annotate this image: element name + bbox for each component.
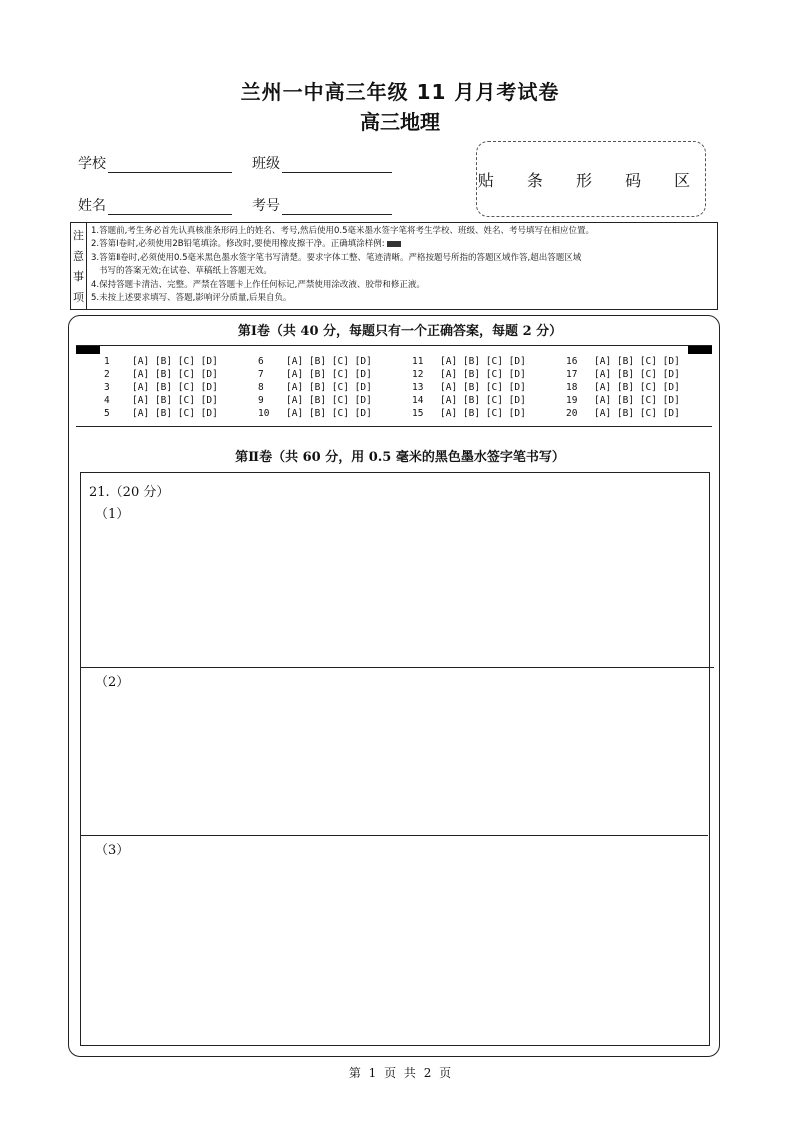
question-number: 5 (104, 408, 110, 419)
notice-item: 书写的答案无效;在试卷、草稿纸上答题无效。 (99, 266, 272, 277)
question-number: 3 (104, 382, 110, 393)
answer-options[interactable]: [A] [B] [C] [D] (594, 408, 680, 419)
name-label: 姓名 (78, 198, 106, 214)
answer-row (76, 356, 712, 369)
section2-title: 第Ⅱ卷（共 60 分，用 0.5 毫米的黑色墨水签字笔书写） (235, 450, 565, 465)
answer-options[interactable]: [A] [B] [C] [D] (286, 356, 372, 367)
name-line (108, 198, 232, 215)
notice-item: 2.答第Ⅰ卷时,必须使用2B铅笔填涂。修改时,要使用橡皮擦干净。正确填涂样例: (91, 238, 713, 251)
part-divider (80, 835, 708, 836)
class-line (282, 156, 392, 173)
page-footer: 第 1 页 共 2 页 (348, 1066, 452, 1080)
answer-options[interactable]: [A] [B] [C] [D] (594, 382, 680, 393)
part-3-label: （3） (95, 843, 130, 858)
class-field[interactable] (252, 153, 392, 173)
answer-options[interactable]: [A] [B] [C] [D] (594, 395, 680, 406)
school-label: 学校 (78, 156, 106, 172)
answer-options[interactable]: [A] [B] [C] [D] (286, 395, 372, 406)
answer-row (76, 382, 712, 395)
answer-options[interactable]: [A] [B] [C] [D] (132, 408, 218, 419)
question-21-box[interactable] (80, 472, 710, 1046)
question-number: 1 (104, 356, 110, 367)
answer-options[interactable]: [A] [B] [C] [D] (132, 395, 218, 406)
answer-grid (76, 345, 712, 427)
exam-no-field[interactable] (252, 195, 392, 215)
school-field[interactable] (78, 153, 232, 173)
class-label: 班级 (252, 156, 280, 172)
question-number: 2 (104, 369, 110, 380)
answer-options[interactable]: [A] [B] [C] [D] (132, 369, 218, 380)
notice-list (91, 225, 713, 305)
question-number: 12 (412, 369, 424, 380)
question-number: 10 (258, 408, 270, 419)
part-divider (80, 667, 714, 668)
question-number: 18 (566, 382, 578, 393)
page-subtitle: 高三地理 (360, 110, 440, 134)
notice-item: 5.未按上述要求填写、答题,影响评分质量,后果自负。 (91, 293, 292, 304)
notice-label (71, 223, 87, 309)
question-number: 17 (566, 369, 578, 380)
answer-options[interactable]: [A] [B] [C] [D] (440, 382, 526, 393)
school-line (108, 156, 232, 173)
timing-mark (76, 346, 100, 354)
question-number: 11 (412, 356, 424, 367)
answer-options[interactable]: [A] [B] [C] [D] (594, 369, 680, 380)
question-number: 13 (412, 382, 424, 393)
notice-item: 3.答第Ⅱ卷时,必须使用0.5毫米黑色墨水签字笔书写清楚。要求字体工整、笔迹清晰。严格按题号所指的答题区域作答,超出答题区域 (91, 252, 582, 263)
notice-label-char: 意 (73, 249, 84, 263)
barcode-area: 贴 条 形 码 区 (476, 141, 706, 217)
name-field[interactable] (78, 195, 232, 215)
answer-row (76, 408, 712, 421)
section1-title: 第Ⅰ卷（共 40 分，每题只有一个正确答案，每题 2 分） (237, 324, 563, 339)
question-21-header: 21.（20 分） (89, 485, 170, 500)
question-number: 9 (258, 395, 264, 406)
exam-no-label: 考号 (252, 198, 280, 214)
part-1-label: （1） (95, 507, 130, 522)
answer-options[interactable]: [A] [B] [C] [D] (440, 408, 526, 419)
part-2-label: （2） (95, 675, 130, 690)
notice-box (70, 222, 718, 310)
notice-label-char: 注 (73, 229, 84, 243)
question-number: 19 (566, 395, 578, 406)
answer-options[interactable]: [A] [B] [C] [D] (440, 369, 526, 380)
question-number: 4 (104, 395, 110, 406)
answer-row (76, 395, 712, 408)
filled-bubble-sample (387, 241, 401, 247)
notice-label-char: 事 (73, 270, 84, 284)
notice-item: 4.保持答题卡清洁、完整。严禁在答题卡上作任何标记,严禁使用涂改液、胶带和修正液。 (91, 279, 425, 290)
question-number: 6 (258, 356, 264, 367)
notice-item: 1.答题前,考生务必首先认真核准条形码上的姓名、考号,然后使用0.5毫米墨水签字笔将考生学校、班级、姓名、考号填写在相应位置。 (91, 226, 595, 236)
answer-options[interactable]: [A] [B] [C] [D] (132, 382, 218, 393)
answer-options[interactable]: [A] [B] [C] [D] (440, 395, 526, 406)
answer-options[interactable]: [A] [B] [C] [D] (440, 356, 526, 367)
answer-options[interactable]: [A] [B] [C] [D] (132, 356, 218, 367)
answer-options[interactable]: [A] [B] [C] [D] (594, 356, 680, 367)
notice-label-char: 项 (73, 290, 84, 304)
answer-options[interactable]: [A] [B] [C] [D] (286, 369, 372, 380)
question-number: 14 (412, 395, 424, 406)
question-number: 15 (412, 408, 424, 419)
question-number: 20 (566, 408, 578, 419)
page-title: 兰州一中高三年级 11 月月考试卷 (240, 80, 560, 104)
answer-options[interactable]: [A] [B] [C] [D] (286, 382, 372, 393)
timing-mark (688, 346, 712, 354)
answer-options[interactable]: [A] [B] [C] [D] (286, 408, 372, 419)
question-number: 8 (258, 382, 264, 393)
question-number: 16 (566, 356, 578, 367)
answer-row (76, 369, 712, 382)
exam-no-line (282, 198, 392, 215)
question-number: 7 (258, 369, 264, 380)
